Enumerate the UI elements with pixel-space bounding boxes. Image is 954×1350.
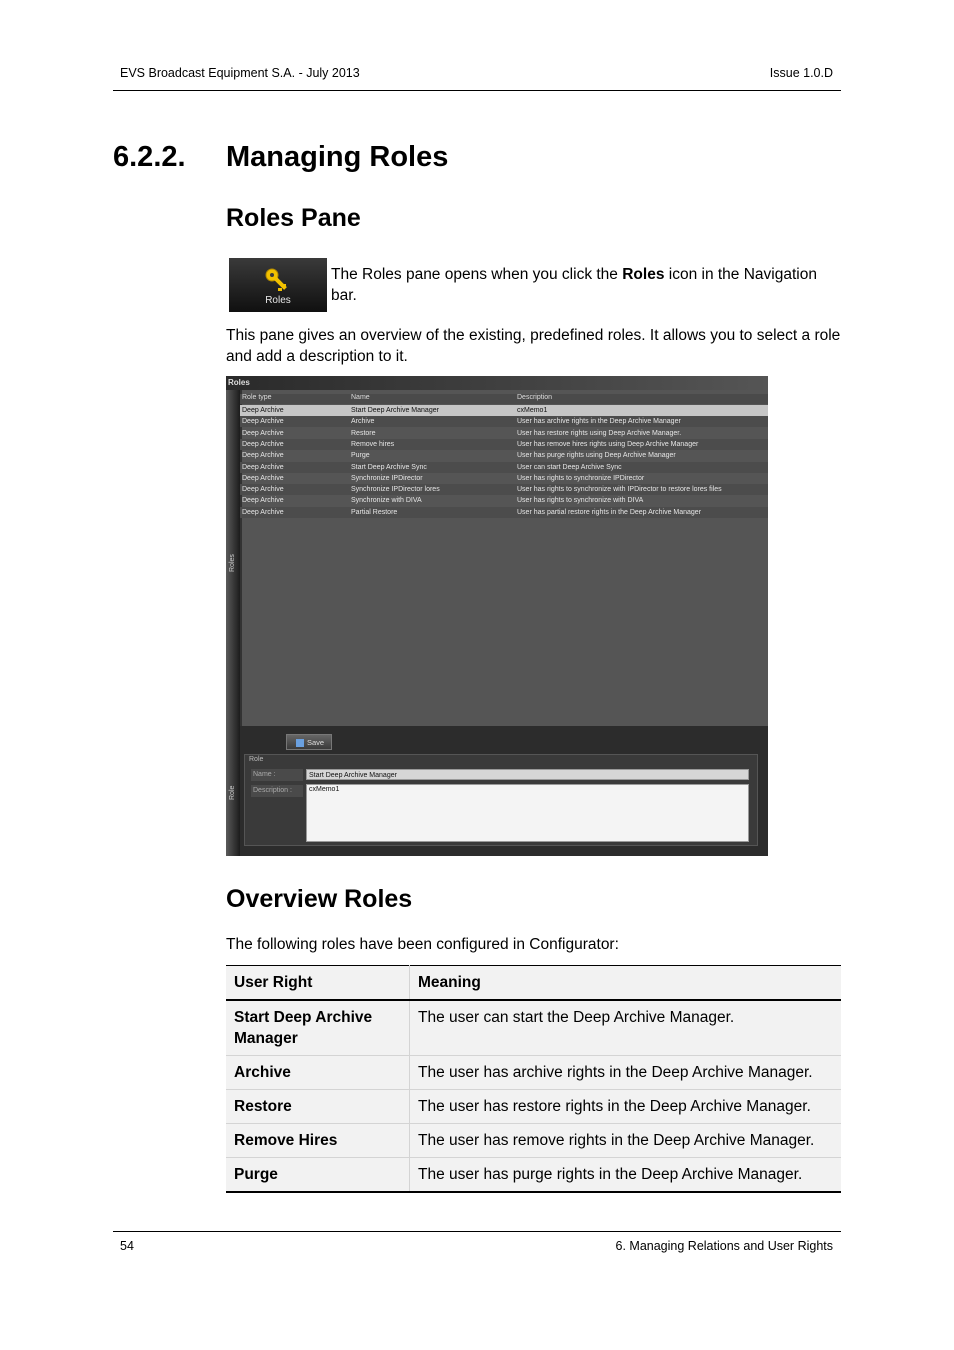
header-right: Issue 1.0.D [769, 66, 833, 80]
user-right-cell: Start Deep Archive Manager [226, 1000, 410, 1056]
section-title: Managing Roles [226, 141, 449, 173]
pane-titlebar: Roles [226, 376, 768, 390]
page-footer [113, 1231, 841, 1253]
grid-row[interactable] [240, 428, 768, 439]
cell-role-type: Deep Archive [242, 429, 284, 437]
grid-row[interactable] [240, 484, 768, 495]
header-left: EVS Broadcast Equipment S.A. - July 2013 [120, 66, 360, 80]
col-user-right: User Right [226, 966, 410, 1001]
cell-description: User can start Deep Archive Sync [517, 463, 622, 471]
icon-description: The Roles pane opens when you click the Roles icon in the Navigation bar. [331, 266, 817, 304]
role-group [244, 754, 758, 846]
page-header [113, 66, 841, 91]
cell-name: Synchronize with DIVA [351, 497, 422, 505]
name-label: Name : [251, 769, 303, 781]
cell-name: Partial Restore [351, 508, 398, 516]
cell-role-type: Deep Archive [242, 452, 284, 460]
col-meaning: Meaning [410, 966, 842, 1001]
cell-description: User has rights to synchronize with IPDirector to restore lores files [517, 486, 722, 494]
overview-heading: Overview Roles [226, 885, 413, 913]
cell-name: Synchronize IPDirector lores [351, 486, 440, 494]
role-group-label: Role [249, 756, 264, 763]
user-right-cell: Archive [226, 1056, 410, 1090]
key-icon [263, 266, 291, 294]
cell-name: Start Deep Archive Sync [351, 463, 427, 471]
cell-description: User has rights to synchronize with DIVA [517, 497, 644, 505]
grid-row[interactable] [240, 495, 768, 506]
table-row [226, 1090, 841, 1124]
chapter-title: 6. Managing Relations and User Rights [615, 1239, 833, 1253]
grid-row[interactable] [240, 473, 768, 484]
meaning-cell: The user has remove rights in the Deep Archive Manager. [418, 1132, 815, 1149]
grid-row[interactable] [240, 507, 768, 518]
description-label: Description : [251, 785, 303, 797]
cell-role-type: Deep Archive [242, 474, 284, 482]
table-row [226, 1124, 841, 1158]
cell-role-type: Deep Archive [242, 407, 284, 414]
name-field[interactable]: Start Deep Archive Manager [306, 769, 749, 780]
cell-role-type: Deep Archive [242, 418, 284, 426]
user-right-cell: Restore [226, 1090, 410, 1124]
cell-description: User has purge rights using Deep Archive Manager [517, 452, 676, 460]
sidebar-label-role: Role [229, 785, 236, 800]
cell-description: User has archive rights in the Deep Archive Manager [517, 418, 681, 426]
cell-role-type: Deep Archive [242, 486, 284, 494]
user-right-cell: Purge [226, 1158, 410, 1193]
cell-name: Remove hires [351, 440, 395, 448]
roles-grid [240, 390, 768, 740]
meaning-cell: The user can start the Deep Archive Manager. [418, 1009, 735, 1026]
grid-row[interactable] [240, 439, 768, 450]
meaning-cell: The user has archive rights in the Deep Archive Manager. [418, 1064, 813, 1081]
table-row [226, 1158, 841, 1193]
roles-nav-icon [229, 258, 327, 312]
floppy-icon [296, 739, 304, 747]
cell-role-type: Deep Archive [242, 463, 284, 471]
table-row [226, 1000, 841, 1056]
sidebar-label-roles: Roles [229, 554, 236, 572]
grid-header [240, 394, 768, 404]
cell-name: Start Deep Archive Manager [351, 407, 439, 414]
table-row [226, 1056, 841, 1090]
grid-row[interactable] [240, 450, 768, 461]
cell-description: cxMemo1 [517, 407, 548, 414]
cell-description: User has rights to synchronize IPDirector [517, 474, 645, 482]
meaning-cell: The user has restore rights in the Deep Archive Manager. [418, 1098, 811, 1115]
grid-row[interactable] [240, 416, 768, 427]
save-button[interactable]: Save [286, 734, 332, 750]
roles-pane-heading: Roles Pane [226, 204, 361, 232]
cell-name: Archive [351, 418, 375, 426]
cell-description: User has restore rights using Deep Archive Manager. [517, 429, 682, 437]
user-right-cell: Remove Hires [226, 1124, 410, 1158]
cell-role-type: Deep Archive [242, 508, 284, 516]
roles-pane-screenshot [226, 376, 768, 856]
page-number: 54 [120, 1239, 134, 1253]
col-name[interactable]: Name [351, 394, 370, 401]
cell-name: Restore [351, 429, 376, 437]
role-editor [240, 726, 768, 856]
cell-name: Synchronize IPDirector [351, 474, 423, 482]
roles-pane-paragraph: This pane gives an overview of the existing, predefined roles. It allows you to select a role and add a description to it. [226, 327, 841, 365]
col-role-type[interactable]: Role type [242, 394, 272, 401]
overview-intro: The following roles have been configured in Configurator: [226, 936, 619, 953]
description-field[interactable]: cxMemo1 [306, 784, 749, 842]
col-description[interactable]: Description [517, 394, 553, 401]
cell-name: Purge [351, 452, 370, 460]
roles-icon-label: Roles [265, 295, 291, 306]
user-rights-table [226, 965, 841, 1193]
cell-description: User has remove hires rights using Deep Archive Manager [517, 440, 699, 448]
section-number: 6.2.2. [113, 141, 186, 173]
meaning-cell: The user has purge rights in the Deep Archive Manager. [418, 1166, 803, 1183]
cell-description: User has partial restore rights in the Deep Archive Manager [517, 508, 702, 516]
grid-row[interactable] [240, 462, 768, 473]
cell-role-type: Deep Archive [242, 440, 284, 448]
cell-role-type: Deep Archive [242, 497, 284, 505]
grid-row[interactable] [240, 405, 768, 416]
